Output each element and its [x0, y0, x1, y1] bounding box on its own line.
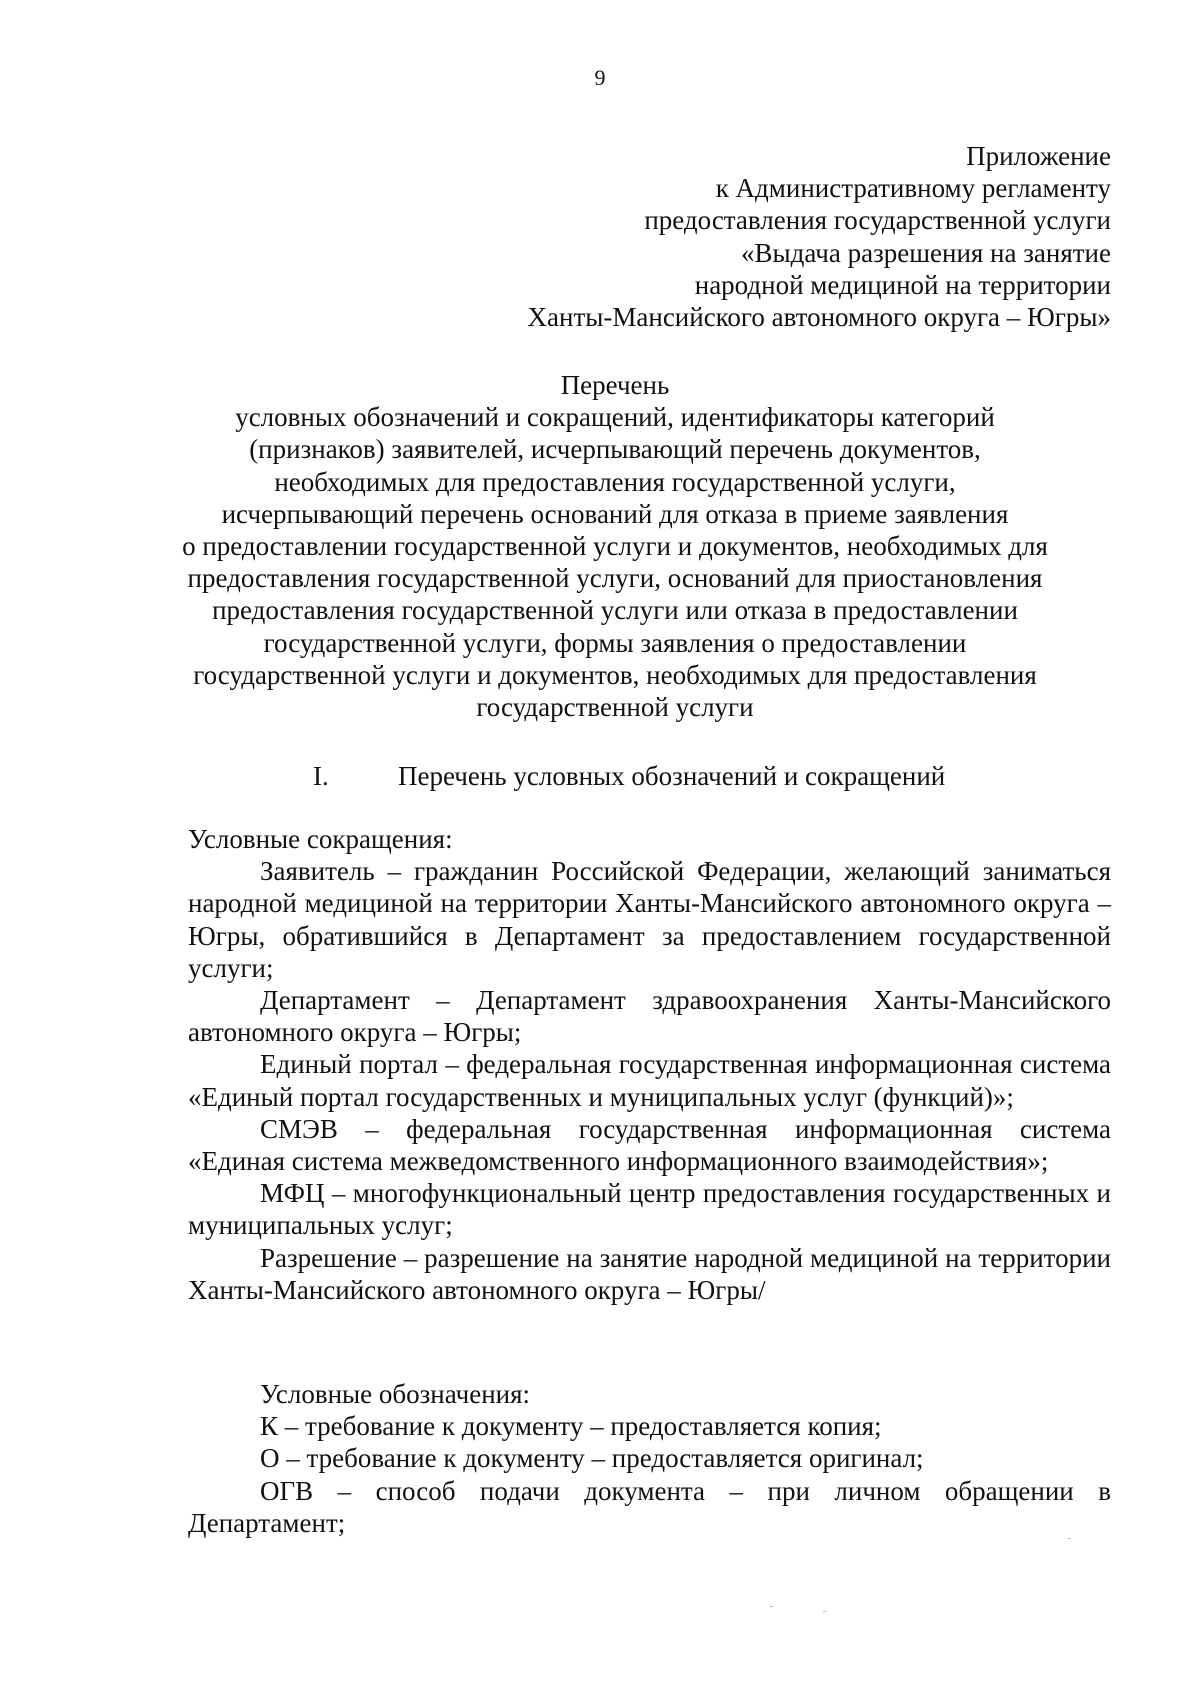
- scan-speck: [770, 1606, 773, 1607]
- title-line: Перечень: [560, 370, 670, 400]
- designation-item: О – требование к документу – предоставляется оригинал;: [260, 1443, 924, 1474]
- designations-label: Условные обозначения:: [260, 1379, 531, 1409]
- appendix-line: народной медициной на территории: [694, 269, 1111, 300]
- title-line: (признаков) заявителей, исчерпывающий перечень документов,: [249, 434, 981, 465]
- section-number: I.: [313, 761, 329, 791]
- scan-speck: [823, 1611, 826, 1612]
- appendix-line: Приложение: [966, 141, 1111, 171]
- title-line: государственной услуги и документов, необходимых для предоставления: [193, 659, 1037, 690]
- title-line: о предоставлении государственной услуги и документов, необходимых для: [182, 531, 1048, 562]
- designation-item: ОГВ – способ подачи документа – при личном обращении в Департамент;: [188, 1475, 1111, 1538]
- title-line: государственной услуги, формы заявления о предоставлении: [263, 627, 967, 658]
- title-line: предоставления государственной услуги, оснований для приостановления: [187, 563, 1043, 594]
- abbreviations-block: [188, 823, 1111, 1306]
- abbreviation-item: Разрешение – разрешение на занятие народной медициной на территории Ханты-Мансийского автономного округа – Югры/: [188, 1242, 1111, 1305]
- abbreviation-item: Департамент – Департамент здравоохранения Ханты-Мансийского автономного округа – Югры;: [188, 985, 1111, 1048]
- appendix-line: «Выдача разрешения на занятие: [740, 237, 1111, 268]
- appendix-line: к Административному регламенту: [715, 173, 1111, 204]
- scan-speck: [1068, 1538, 1071, 1539]
- designation-item: К – требование к документу – предоставляется копия;: [260, 1411, 882, 1442]
- abbreviation-item: СМЭВ – федеральная государственная информационная система «Единая система межведомственного информационного взаимодействия»;: [188, 1113, 1111, 1177]
- appendix-header: [480, 140, 1111, 333]
- appendix-line: Ханты-Мансийского автономного округа – Югры»: [527, 302, 1111, 333]
- section-title: Перечень условных обозначений и сокращений: [398, 761, 946, 791]
- abbreviations-label: Условные сокращения:: [188, 824, 453, 854]
- section-heading: [0, 760, 1200, 794]
- title-line: государственной услуги: [476, 692, 754, 723]
- abbreviation-item: МФЦ – многофункциональный центр предоставления государственных и муниципальных услуг;: [188, 1178, 1111, 1241]
- title-line: условных обозначений и сокращений, идентификаторы категорий: [235, 402, 995, 433]
- page-number: 9: [594, 65, 606, 90]
- appendix-line: предоставления государственной услуги: [644, 205, 1111, 236]
- abbreviation-item: Единый портал – федеральная государственная информационная система «Единый портал государственных и муниципальных услуг (функций)»;: [188, 1049, 1111, 1112]
- title-line: необходимых для предоставления государственной услуги,: [274, 466, 956, 497]
- title-line: предоставления государственной услуги или отказа в предоставлении: [212, 595, 1018, 626]
- designations-block: [188, 1378, 1111, 1539]
- abbreviation-item: Заявитель – гражданин Российской Федерации, желающий заниматься народной медициной на территории Ханты-Мансийского автономного округа – Югры, обратившийся в Департамент за предоставлением государственной услуги;: [188, 856, 1111, 983]
- document-title: [150, 369, 1080, 723]
- title-line: исчерпывающий перечень оснований для отказа в приеме заявления: [221, 498, 1009, 529]
